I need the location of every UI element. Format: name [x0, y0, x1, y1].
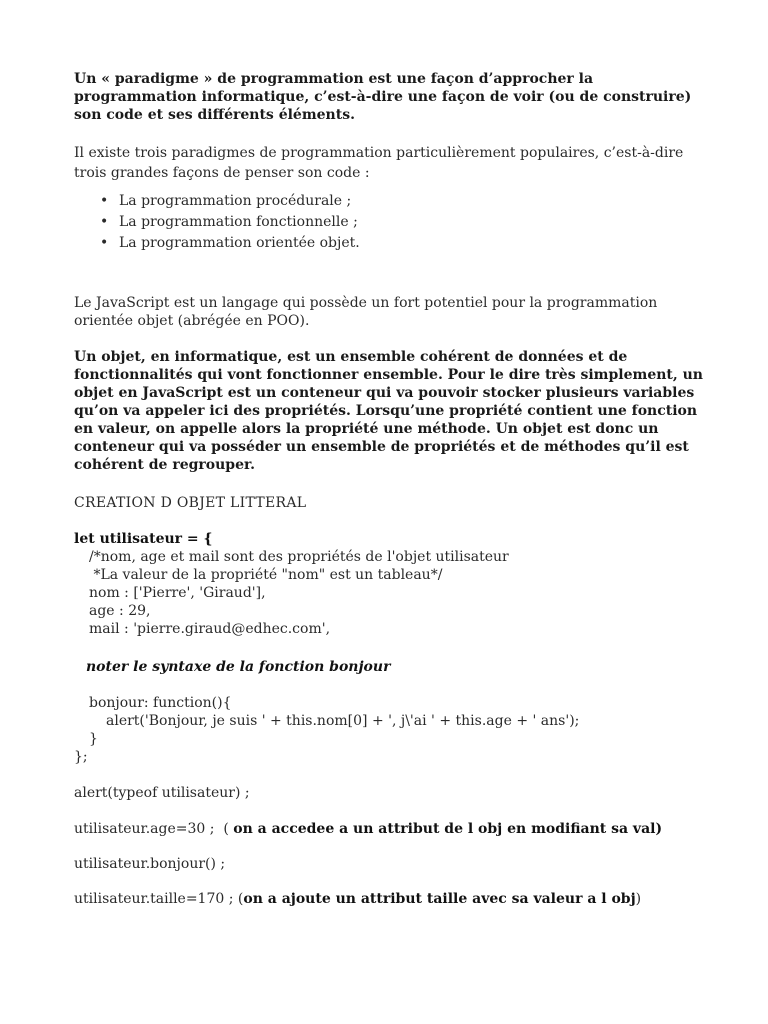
typeof-statement: alert(typeof utilisateur) ; [74, 785, 250, 801]
paradigms-list [100, 191, 360, 254]
code-age-line: age : 29, [89, 603, 151, 619]
syntax-note: noter le syntaxe de la fonction bonjour [86, 659, 391, 675]
taille-close: ) [635, 891, 642, 907]
bullet: • [100, 193, 109, 209]
code-bonjour-line: bonjour: function(){ [89, 695, 232, 711]
code-comment-line-1: /*nom, age et mail sont des propriétés de l'objet utilisateur [89, 549, 509, 565]
objet-definition-paragraph: Un objet, en informatique, est un ensemble cohérent de données et de fonctionnalités qui vont fonctionner ensemble. Pour le dire très simplement, un objet en JavaScript est un conteneur qui va pouvoir stocker plusieurs variables qu’on va appeler ici des propriétés. Lorsqu’une propriété contient une fonction en valeur, on appelle alors la propriété une méthode. Un objet est donc un conteneur qui va posséder un ensemble de propriétés et de méthodes qu’il est cohérent de regrouper. [74, 349, 703, 473]
code-declaration: let utilisateur = { [74, 531, 213, 547]
code-alert-line: alert('Bonjour, je suis ' + this.nom[0] + ', j\'ai ' + this.age + ' ans'); [106, 713, 580, 729]
taille-note: on a ajoute un attribut taille avec sa valeur a l obj [243, 891, 636, 907]
javascript-paragraph: Le JavaScript est un langage qui possède un fort potentiel pour la programmation orientée objet (abrégée en POO). [74, 295, 658, 329]
list-item: • La programmation orientée objet. [100, 233, 360, 254]
code-mail-line: mail : 'pierre.giraud@edhec.com', [89, 621, 331, 637]
bullet: • [100, 214, 109, 230]
age-note: on a accedee a un attribut de l obj en modifiant sa val) [233, 821, 663, 837]
list-item: • La programmation procédurale ; [100, 191, 360, 212]
code-close-function: } [89, 731, 98, 747]
code-nom-line: nom : ['Pierre', 'Giraud'], [89, 585, 266, 601]
section-heading: CREATION D OBJET LITTERAL [74, 495, 307, 511]
bonjour-call-statement: utilisateur.bonjour() ; [74, 856, 226, 872]
intro-paragraph: Un « paradigme » de programmation est une façon d’approcher la programmation informatique, c’est-à-dire une façon de voir (ou de construire) son code et ses différents éléments. [74, 71, 692, 123]
age-code: utilisateur.age=30 ; ( [74, 821, 234, 837]
bullet: • [100, 235, 109, 251]
paradigms-intro-paragraph: Il existe trois paradigmes de programmation particulièrement populaires, c’est-à-dire trois grandes façons de penser son code : [74, 145, 684, 181]
list-item: • La programmation fonctionnelle ; [100, 212, 360, 233]
taille-code: utilisateur.taille=170 ; ( [74, 891, 244, 907]
code-comment-line-2: *La valeur de la propriété "nom" est un tableau*/ [89, 567, 443, 583]
code-close-object: }; [74, 749, 88, 765]
age-statement [74, 820, 662, 838]
taille-statement [74, 890, 641, 908]
